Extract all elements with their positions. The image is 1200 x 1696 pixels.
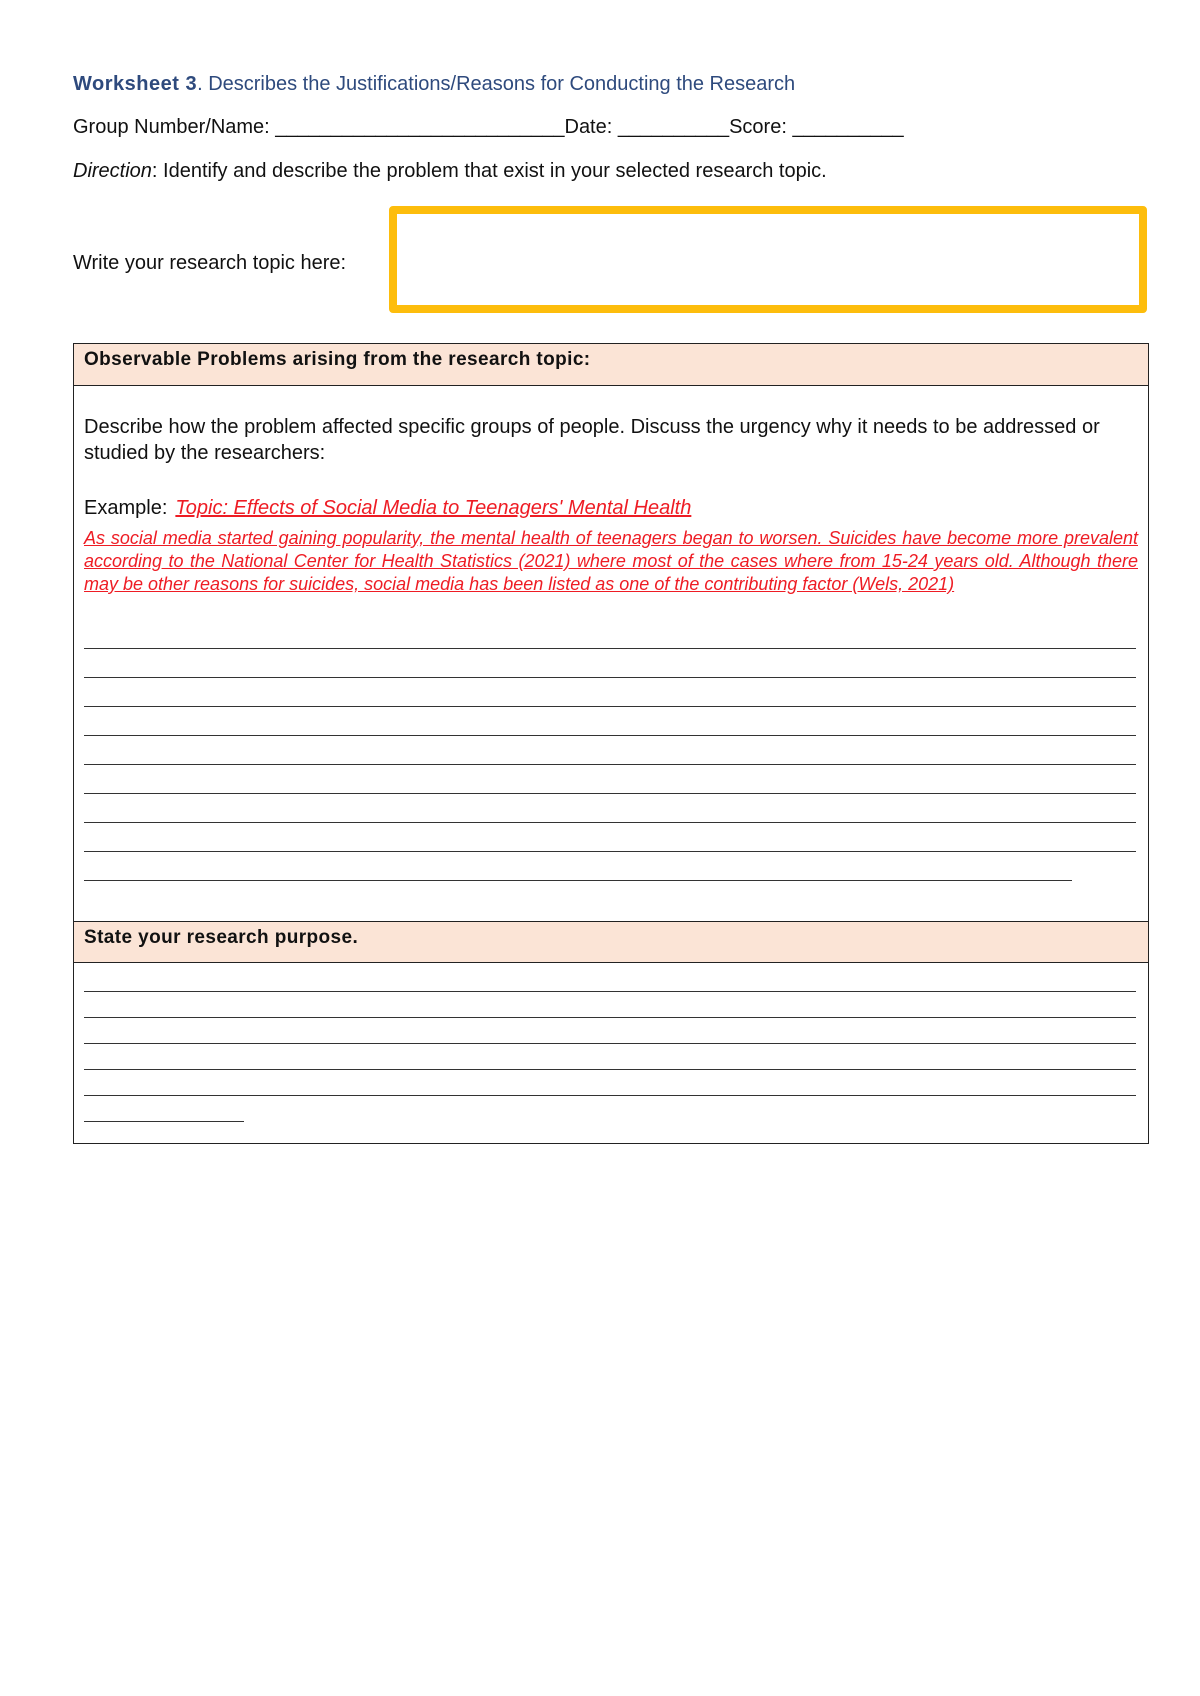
- worksheet-number: Worksheet 3: [73, 73, 198, 95]
- observable-problems-heading: Observable Problems arising from the research topic:: [74, 344, 1148, 386]
- answer-line[interactable]: [84, 1070, 1136, 1096]
- answer-line[interactable]: [84, 649, 1136, 678]
- example-paragraph: As social media started gaining popularity, the mental health of teenagers began to worsen. Suicides have become more prevalent according to the National Center for Health Statistics (2021) where most of the cases where from 15-24 years old. Although there may be other reasons for suicides, social media has been listed as one of the contributing factor (Wels, 2021): [84, 528, 1138, 594]
- research-purpose-heading: State your research purpose.: [74, 921, 1148, 963]
- answer-line[interactable]: [84, 765, 1136, 794]
- answer-line[interactable]: [84, 852, 1072, 881]
- worksheet-title-text: . Describes the Justifications/Reasons for Conducting the Research: [197, 73, 796, 95]
- answer-line[interactable]: [84, 620, 1136, 649]
- answer-line[interactable]: [84, 1018, 1136, 1044]
- research-topic-prompt: Write your research topic here:: [73, 252, 347, 274]
- answer-line[interactable]: [84, 736, 1136, 765]
- answer-line[interactable]: [84, 707, 1136, 736]
- answer-line[interactable]: [84, 1044, 1136, 1070]
- example-line: [84, 497, 691, 520]
- example-topic: Topic: Effects of Social Media to Teenagers' Mental Health: [175, 497, 692, 519]
- answer-line[interactable]: [84, 966, 1136, 992]
- example-label: Example:: [84, 497, 168, 519]
- direction-line: [73, 160, 827, 183]
- worksheet-title: [73, 73, 795, 96]
- direction-label: Direction: [73, 160, 152, 182]
- problems-instructions: Describe how the problem affected specific groups of people. Discuss the urgency why it needs to be addressed or studied by the researchers:: [84, 416, 1100, 464]
- answer-line[interactable]: [84, 1096, 244, 1122]
- problems-answer-lines[interactable]: [84, 620, 1136, 881]
- group-date-score-line[interactable]: Group Number/Name: __________________________Date: __________Score: __________: [73, 116, 904, 138]
- worksheet-table: [73, 343, 1149, 1144]
- answer-line[interactable]: [84, 992, 1136, 1018]
- answer-line[interactable]: [84, 823, 1136, 852]
- purpose-answer-lines[interactable]: [84, 966, 1136, 1122]
- direction-text: : Identify and describe the problem that exist in your selected research topic.: [151, 160, 827, 182]
- answer-line[interactable]: [84, 794, 1136, 823]
- research-topic-input-box[interactable]: [389, 206, 1147, 313]
- answer-line[interactable]: [84, 678, 1136, 707]
